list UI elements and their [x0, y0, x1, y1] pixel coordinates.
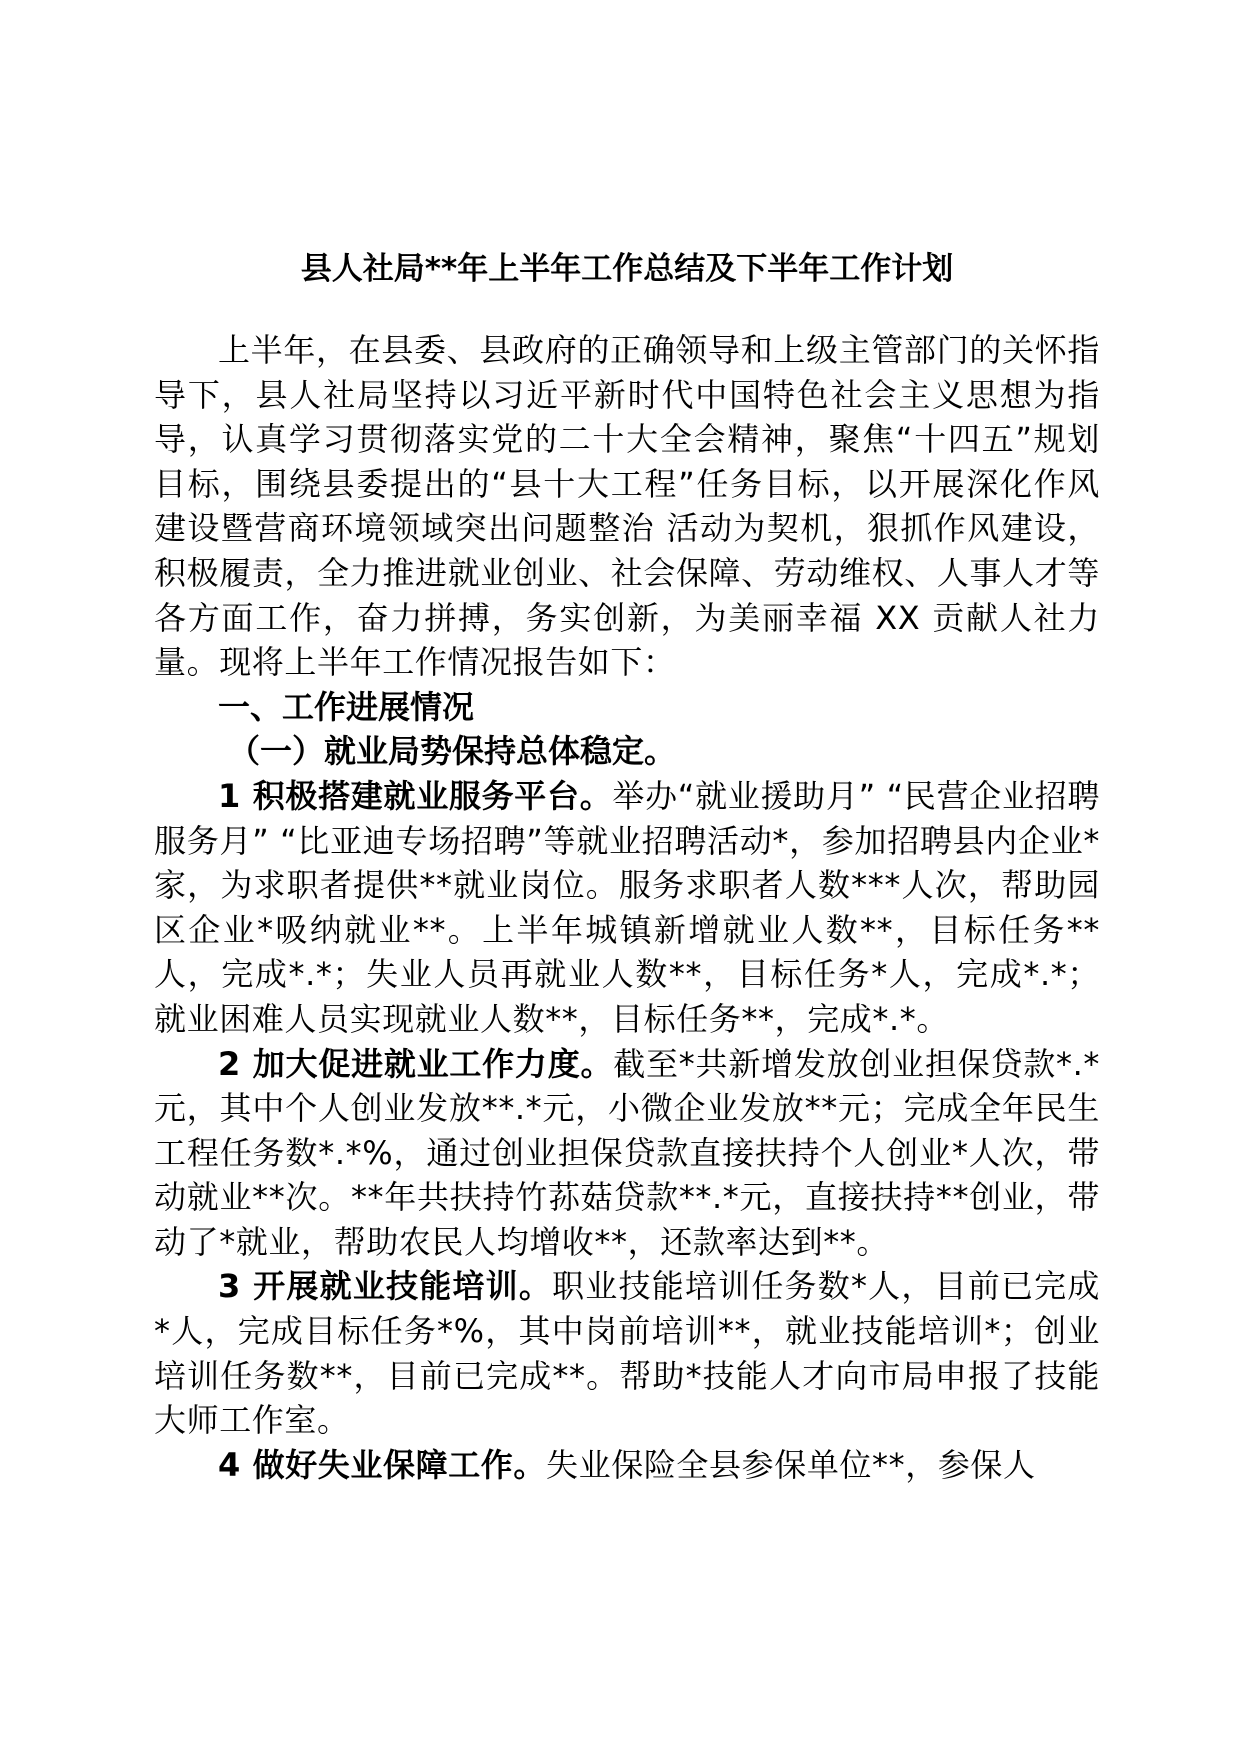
item-paragraph	[154, 774, 1100, 1042]
item-paragraph	[154, 1264, 1100, 1442]
item-paragraph	[154, 1443, 1100, 1488]
document-page	[154, 248, 1100, 1487]
item-paragraph	[154, 1042, 1100, 1265]
intro-paragraph: 上半年，在县委、县政府的正确领导和上级主管部门的关怀指导下，县人社局坚持以习近平新时代中国特色社会主义思想为指导，认真学习贯彻落实党的二十大全会精神，聚焦“十四五”规划目标，围绕县委提出的“县十大工程”任务目标，以开展深化作风建设暨营商环境领域突出问题整治 活动为契机，狠抓作风建设，积极履责，全力推进就业创业、社会保障、劳动维权、人事人才等各方面工作，奋力拼搏，务实创新，为美丽幸福 XX 贡献人社力量。现将上半年工作情况报告如下：	[154, 331, 1100, 682]
item-body: 截至*共新增发放创业担保贷款*.*元，其中个人创业发放**.*元，小微企业发放**元；完成全年民生工程任务数*.*%，通过创业担保贷款直接扶持个人创业*人次，带动就业**次。**年共扶持竹荪菇贷款**.*元，直接扶持**创业，带动了*就业，帮助农民人均增收**，还款率达到**。	[154, 1044, 1100, 1261]
subsection-heading: （一）就业局势保持总体稳定。	[228, 732, 677, 771]
item-body: 失业保险全县参保单位**，参保人	[546, 1445, 1036, 1484]
section-heading: 一、工作进展情况	[218, 687, 475, 726]
item-lead: 1 积极搭建就业服务平台。	[218, 776, 613, 815]
document-title: 县人社局**年上半年工作总结及下半年工作计划	[300, 251, 954, 287]
item-lead: 2 加大促进就业工作力度。	[218, 1044, 614, 1083]
item-lead: 3 开展就业技能培训。	[218, 1267, 553, 1306]
item-body: 举办“就业援助月” “民营企业招聘服务月” “比亚迪专场招聘”等就业招聘活动*，参加招聘县内企业*家，为求职者提供**就业岗位。服务求职者人数***人次，帮助园区企业*吸纳就业**。上半年城镇新增就业人数**，目标任务**人，完成*.*；失业人员再就业人数**，目标任务*人，完成*.*；就业困难人员实现就业人数**，目标任务**，完成*.*。	[154, 776, 1100, 1038]
item-body: 职业技能培训任务数*人，目前已完成*人，完成目标任务*%，其中岗前培训**，就业技能培训*；创业培训任务数**，目前已完成**。帮助*技能人才向市局申报了技能大师工作室。	[154, 1267, 1100, 1440]
item-lead: 4 做好失业保障工作。	[218, 1445, 547, 1484]
